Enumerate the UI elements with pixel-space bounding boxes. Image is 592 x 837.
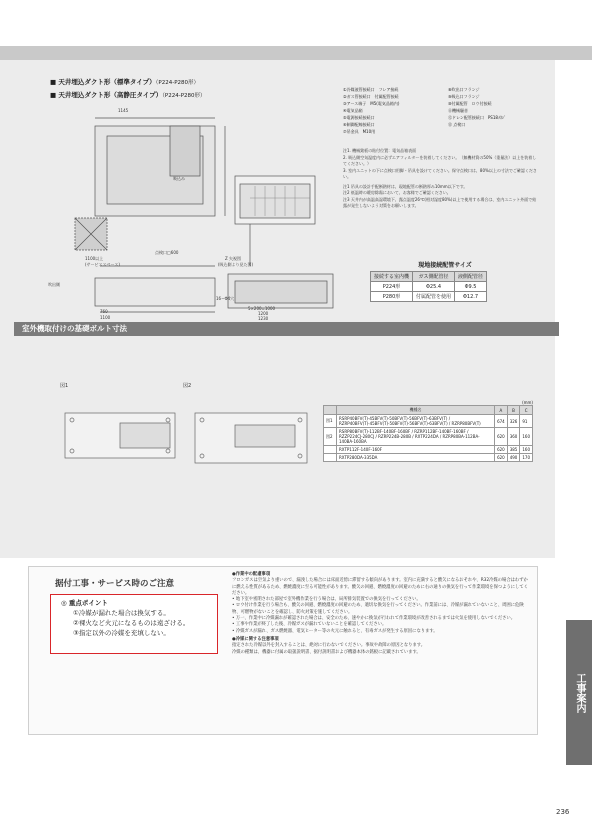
table-row: P224形 Φ25.4 Φ9.5 [371, 282, 487, 292]
model-table: (mm) 機種名 A B C 図1 RSRP40BFV(T)-45BFV(T)-50BFV(T)-56BFV(T)-63BFV(T) / RZRP40BFV(T)-45BFV(T)-50BFV(T)-56BFV(T)-63BFV(T) / RZRP80BFV(T) 674 326 91 図2 RSRP80BFV(T)-112BF-140BF-160BF / RZRP112BF-140BF-160BF / RZZP224CJ-280CJ / RZRP224B-280B / RXTP224DA / RZRP80BA-112BA-140BA-160BA 620 360 160 RXTP112F-140F-160F 620 385 160 RXTP280DA-335DA 620 490 170 [323, 400, 533, 462]
key-points-title: ◎ 重点ポイント [61, 599, 108, 607]
key-points-box [50, 594, 218, 654]
dim-bottom-3: 1230 [258, 316, 269, 321]
dim-top: 1145 [118, 108, 129, 113]
key-point-3: ③指定以外の冷媒を充填しない。 [73, 629, 170, 637]
parts-legend: ①冷媒液管接続口 フレア接続 ⑧吹出口フランジ ②ガス管接続口 付属配管接続 ⑨吸込口フランジ ③アース端子 M5(電気品箱内) ⑩付属配管 ロウ付接続 ④電気品箱 ⑪機械騒音 ⑤電源接続接続口 ⑫ドレン配管接続口 PS18ﾒﾈｼﾞ ⑥制御配線接続口 ⑬ 点検口 ⑦吊金具 M10用 [343, 87, 506, 134]
key-point-1: ①冷媒が漏れた場合は換気する。 [73, 609, 170, 617]
holes-label: 16−Φ4穴 [216, 296, 235, 301]
table-row: RXTP112F-140F-160F 620 385 160 [324, 446, 533, 454]
table-row: P280形 付属配管を使用 Φ12.7 [371, 292, 487, 302]
caution-details: ●作業中の配慮事項 フロンガスは空気より重いので、漏洩した場合には床面近傍に滞留する傾向があります。室内に充満すると酸欠になるおそれや、R32冷媒の場合はわずかに燃える性質があるため、燃焼濃度に至る可能性があります。酸欠の回避、燃焼濃度の回避のために右の通りの換気を行って作業環境を保つようにしてください。 • 地下室や密閉された部屋で室外機作業を行う場合は、局所排気装置での換気を行ってください。 • ロウ付け作業を行う場合も、酸欠の回避、燃焼濃度の回避のため、適切な換気を行ってください。作業前には、冷媒が漏れていないこと、周囲に危険物、可燃物がないことを確認し、防火対策を施してください。 • 万一、作業中に冷媒漏れが確認された場合は、安全のため、速やかに換気が行われて作業環境が改善されるまでは火気を使用しないでください。 • 工事や作業が終了した後、冷媒ガスが漏れていないことを確認してください。 • 冷媒ガスが漏れ、ガス燃焼器、電気ヒーター等の火元に触れると、有毒ガスが発生する原因になります。 ●冷媒に関する注意事項 指定された冷媒以外を封入することは、絶対に行わないでください。事故や故障の原因となります。 冷媒の種類は、機器に付属の取扱説明書、据付説明書および機器本体の銘板に記載されています。 [232, 572, 528, 655]
access-label: 点検口□600 [155, 250, 179, 255]
table-row: RXTP280DA-335DA 620 490 170 [324, 454, 533, 462]
outlet-label: 吹出側 [48, 282, 60, 287]
table-row: 図1 RSRP40BFV(T)-45BFV(T)-50BFV(T)-56BFV(T)-63BFV(T) / RZRP40BFV(T)-45BFV(T)-50BFV(T)-56BFV(T)-63BFV(T) / RZRP80BFV(T) 674 326 91 [324, 415, 533, 428]
heading-high-static: ■ 天井埋込ダクト形（高静圧タイプ）（P224-P280形） [50, 91, 206, 99]
dim-left-1: 760 [100, 309, 108, 314]
side-tab: 工事案内 [566, 620, 592, 765]
pipe-header-unit: 接続する室内機 [371, 272, 413, 282]
header-band [0, 46, 592, 60]
bolt-section-title: 室外機取付けの基礎ボルト寸法 [14, 322, 559, 336]
view-z-label: Z 矢視図 [225, 256, 242, 261]
fig2-label: 図2 [183, 383, 192, 389]
view-z-sub: (吸込側より見た図) [218, 262, 254, 267]
bolt-diagrams [60, 393, 310, 473]
pipe-table-caption: 現地接続配管サイズ [418, 262, 472, 269]
key-point-2: ②裸火など火元になるものは遠ざける。 [73, 619, 190, 627]
pipe-header-gas: ガス側配管径 [413, 272, 455, 282]
caution-title: 据付工事・サービス時のご注意 [55, 579, 175, 589]
dim-left-2: 1100 [100, 315, 111, 320]
suction-label: 吸込み [173, 176, 185, 181]
page-number: 236 [556, 808, 570, 816]
dim-bottom-1: 5×200=1000 [248, 306, 276, 311]
heading-standard: ■ 天井埋込ダクト形（標準タイプ）（P224-P280形） [50, 78, 200, 86]
pipe-size-table [370, 260, 520, 302]
table-row: 図2 RSRP80BFV(T)-112BF-140BF-160BF / RZRP112BF-140BF-160BF / RZZP224CJ-280CJ / RZRP224B-280B / RXTP224DA / RZRP80BA-112BA-140BA-160BA 620 360 160 [324, 428, 533, 446]
duct-unit-drawing [30, 106, 340, 318]
dim-service: 1100以上 [85, 256, 104, 261]
pipe-header-liquid: 液側配管径 [455, 272, 487, 282]
dim-bottom-2: 1200 [258, 311, 269, 316]
unit-label: (mm) [522, 400, 533, 405]
unit-front-view [95, 278, 215, 306]
notes-block: 注1. 機械銘板の貼付位置：電気品箱表面 2. 吸込側空気温度内に必ずエアフィルターを装着してください。（無機材質の50%（重量法）以上を装着してください。） 3. 室内ユニットの下に点検口用脚・吊具を設けてください。保守点検口は、80%以上の寸法でご確認ください。 注1 吊具の設計手配断熱材は、現地配管の断熱厚み10mm以下です。 注2 低温時の暖房除霜において、お客様でご確認ください。 注3 天井内が高温高湿環境下、露点温度26℃(相対湿度80%)以上で使用する場合は、室内ユニット外面で結露が発生しないよう対策をお願いします。 [343, 148, 537, 208]
fig1-label: 図1 [60, 383, 69, 389]
service-space-label: (サービススペース) [85, 262, 120, 267]
